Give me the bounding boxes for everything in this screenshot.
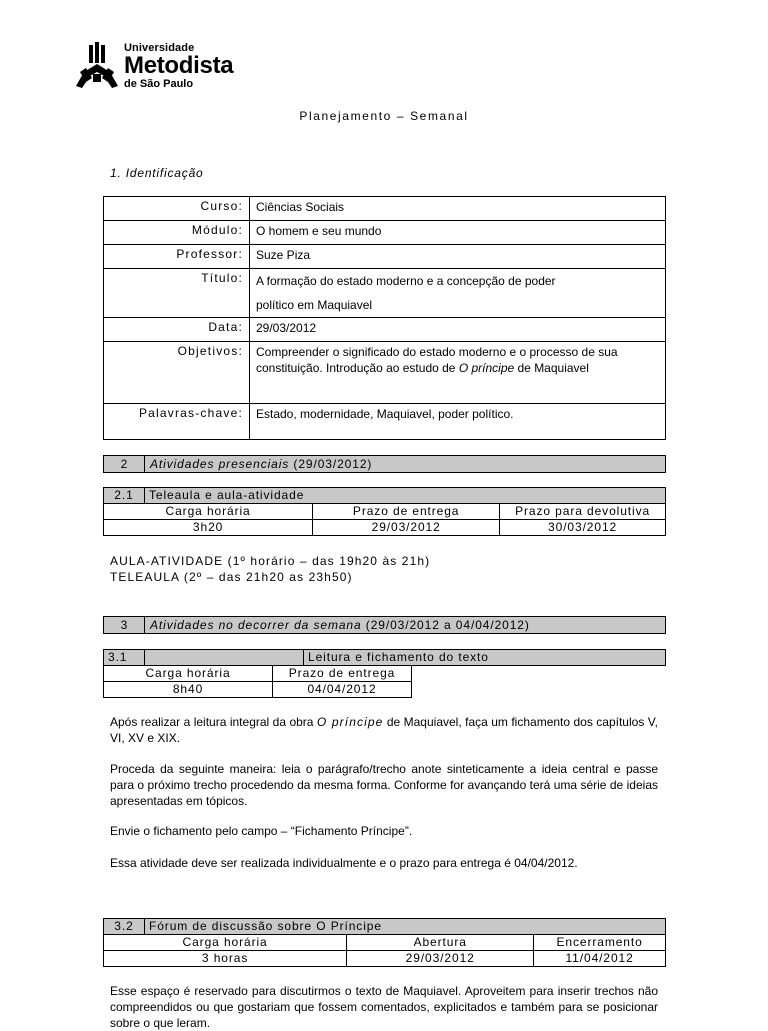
paragraph-4: Essa atividade deve ser realizada individualmente e o prazo para entrega é 04/04/2012. xyxy=(110,856,578,870)
row-value: 29/03/2012 xyxy=(250,318,666,342)
table-row xyxy=(104,269,666,318)
paragraph-3: Envie o fichamento pelo campo – “Fichamento Príncipe”. xyxy=(110,824,413,838)
forum-table xyxy=(103,918,666,967)
column-header: Prazo para devolutiva xyxy=(500,504,666,520)
schedule-line-2: TELEAULA (2º – das 21h20 as 23h50) xyxy=(110,570,353,584)
table-row xyxy=(104,318,666,342)
row-label: Título: xyxy=(104,269,250,318)
table-row xyxy=(104,504,666,520)
sub-number: 3.1 xyxy=(104,650,145,666)
identification-table xyxy=(103,196,666,440)
sub-title: Teleaula e aula-atividade xyxy=(145,488,666,504)
schedule-line-1: AULA-ATIVIDADE (1º horário – das 19h20 às 21h) xyxy=(110,554,431,568)
section-1-heading: 1. Identificação xyxy=(110,166,204,180)
row-label: Data: xyxy=(104,318,250,342)
row-label: Curso: xyxy=(104,197,250,221)
row-value xyxy=(250,342,666,404)
table-row xyxy=(104,488,666,504)
sub-title: Leitura e fichamento do texto xyxy=(304,650,666,666)
row-label: Objetivos: xyxy=(104,342,250,404)
row-label: Módulo: xyxy=(104,221,250,245)
table-row xyxy=(104,935,666,951)
logo-line-1: Universidade xyxy=(124,42,195,54)
metodista-emblem-icon xyxy=(72,42,120,92)
row-label: Professor: xyxy=(104,245,250,269)
objectives-book-title: O príncipe xyxy=(458,361,515,375)
objectives-text: Compreender o significado do estado moderno e o processo de sua constituição. Introdução ao estudo de xyxy=(256,345,618,375)
column-header: Carga horária xyxy=(104,504,313,520)
title-line-2: político em Maquiavel xyxy=(256,298,373,312)
sub-number: 3.2 xyxy=(104,919,145,935)
table-cell xyxy=(145,650,304,666)
paragraph-text: Após realizar a leitura integral da obra xyxy=(110,715,317,729)
table-cell: 29/03/2012 xyxy=(347,951,534,967)
paragraph-2: Proceda da seguinte maneira: leia o parágrafo/trecho anote sinteticamente a ideia central e passe para o próximo trecho procedendo da mesma forma. Conforme for avançando terá uma série de ideias apresentadas em tópicos. xyxy=(110,762,658,808)
table-row xyxy=(104,245,666,269)
sub-title: Fórum de discussão sobre O Príncipe xyxy=(145,919,666,935)
column-header: Carga horária xyxy=(104,935,347,951)
table-cell: 3 horas xyxy=(104,951,347,967)
fichamento-table xyxy=(103,665,412,698)
section-3-header xyxy=(103,616,666,634)
table-cell: 8h40 xyxy=(104,682,273,698)
row-value: Estado, modernidade, Maquiavel, poder político. xyxy=(250,404,666,440)
table-cell: 11/04/2012 xyxy=(534,951,666,967)
teleaula-table xyxy=(103,487,666,536)
objectives-text-end: de Maquiavel xyxy=(514,361,589,375)
table-cell: 3h20 xyxy=(104,520,313,536)
sub-number: 2.1 xyxy=(104,488,145,504)
book-title: O príncipe xyxy=(316,715,384,729)
table-row xyxy=(104,682,412,698)
table-row xyxy=(104,197,666,221)
fichamento-header-table xyxy=(103,649,666,666)
table-row xyxy=(104,342,666,404)
column-header: Prazo de entrega xyxy=(273,666,412,682)
row-value xyxy=(250,269,666,318)
row-label: Palavras-chave: xyxy=(104,404,250,440)
paragraph-text: de Maquiavel, faça um fichamento dos capítulos V, VI, XV e XIX. xyxy=(110,715,659,745)
table-row xyxy=(104,951,666,967)
section-2-header xyxy=(103,455,666,473)
column-header: Carga horária xyxy=(104,666,273,682)
column-header: Prazo de entrega xyxy=(313,504,500,520)
logo-line-2: Metodista xyxy=(124,52,234,79)
section-number: 3 xyxy=(104,617,145,633)
column-header: Abertura xyxy=(347,935,534,951)
table-cell: 04/04/2012 xyxy=(273,682,412,698)
page-title: Planejamento – Semanal xyxy=(299,109,469,123)
paragraph-1 xyxy=(110,714,658,746)
table-row xyxy=(104,404,666,440)
column-header: Encerramento xyxy=(534,935,666,951)
section-dates: (29/03/2012) xyxy=(289,457,373,471)
logo-line-3: de São Paulo xyxy=(124,78,194,90)
row-value: Suze Piza xyxy=(250,245,666,269)
table-cell: 30/03/2012 xyxy=(500,520,666,536)
table-row xyxy=(104,919,666,935)
section-number: 2 xyxy=(104,456,145,472)
title-line-1: A formação do estado moderno e a concepção de poder xyxy=(256,274,556,288)
table-row xyxy=(104,650,666,666)
table-row xyxy=(104,221,666,245)
table-row xyxy=(104,666,412,682)
university-logo xyxy=(72,42,242,94)
section-title: Atividades presenciais xyxy=(150,457,290,471)
table-row xyxy=(104,520,666,536)
row-value: Ciências Sociais xyxy=(250,197,666,221)
table-cell: 29/03/2012 xyxy=(313,520,500,536)
row-value: O homem e seu mundo xyxy=(250,221,666,245)
section-title: Atividades no decorrer da semana xyxy=(150,618,362,632)
section-dates: (29/03/2012 a 04/04/2012) xyxy=(361,618,530,632)
paragraph-5: Esse espaço é reservado para discutirmos o texto de Maquiavel. Aproveitem para inserir trechos não compreendidos ou que gostariam que fossem comentados, explicitados e também para se posicionar sobre o que leram. xyxy=(110,984,658,1030)
